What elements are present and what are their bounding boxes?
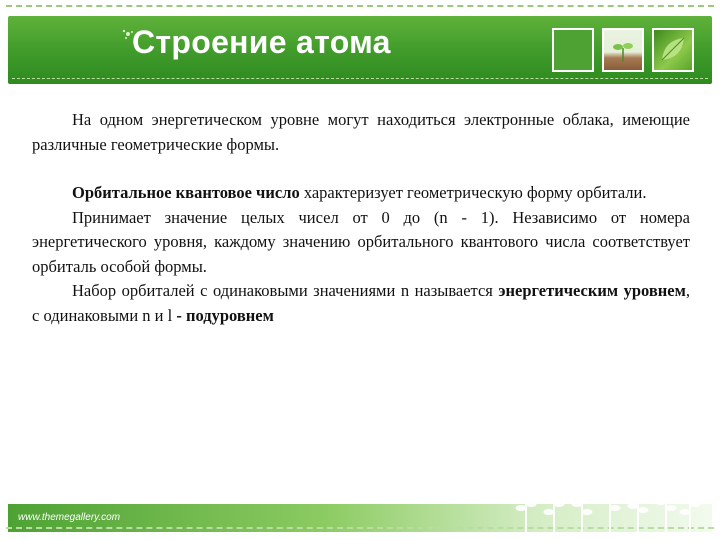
top-stitch-border (6, 5, 714, 7)
header-frame (0, 0, 720, 92)
header-thumbnails (552, 28, 700, 76)
paragraph-4: Набор орбиталей с одинаковыми значениями n называется энергетическим уровнем, с одинаковыми n и l - подуровнем (32, 281, 690, 325)
banner-stitch (12, 78, 708, 79)
term-energy-level: энергетическим уровнем (498, 281, 686, 300)
term-orbital-quantum-number: Орбитальное квантовое число (72, 183, 300, 202)
paragraph-1: На одном энергетическом уровне могут находиться электронные облака, имеющие различные геометрические формы. (32, 110, 690, 154)
leaf-photo (652, 28, 694, 72)
slide-title: Строение атома (132, 24, 391, 60)
footer-website: www.themegallery.com (18, 512, 121, 523)
slide-body (32, 108, 690, 328)
seedling-photo (602, 28, 644, 72)
paragraph-2: Орбитальное квантовое число характеризует геометрическую форму орбитали. (72, 183, 647, 202)
leaf-icon (654, 30, 692, 70)
plants-decoration (508, 468, 708, 532)
term-sublevel: - подуровнем (176, 305, 274, 325)
seedling-icon (604, 30, 642, 70)
green-thumbnail (552, 28, 594, 72)
paragraph-3: Принимает значение целых чисел от 0 до (n - 1). Независимо от номера энергетического уровня, каждому значению орбитального квантового числа соответствует орбиталь особой формы. (32, 207, 690, 276)
